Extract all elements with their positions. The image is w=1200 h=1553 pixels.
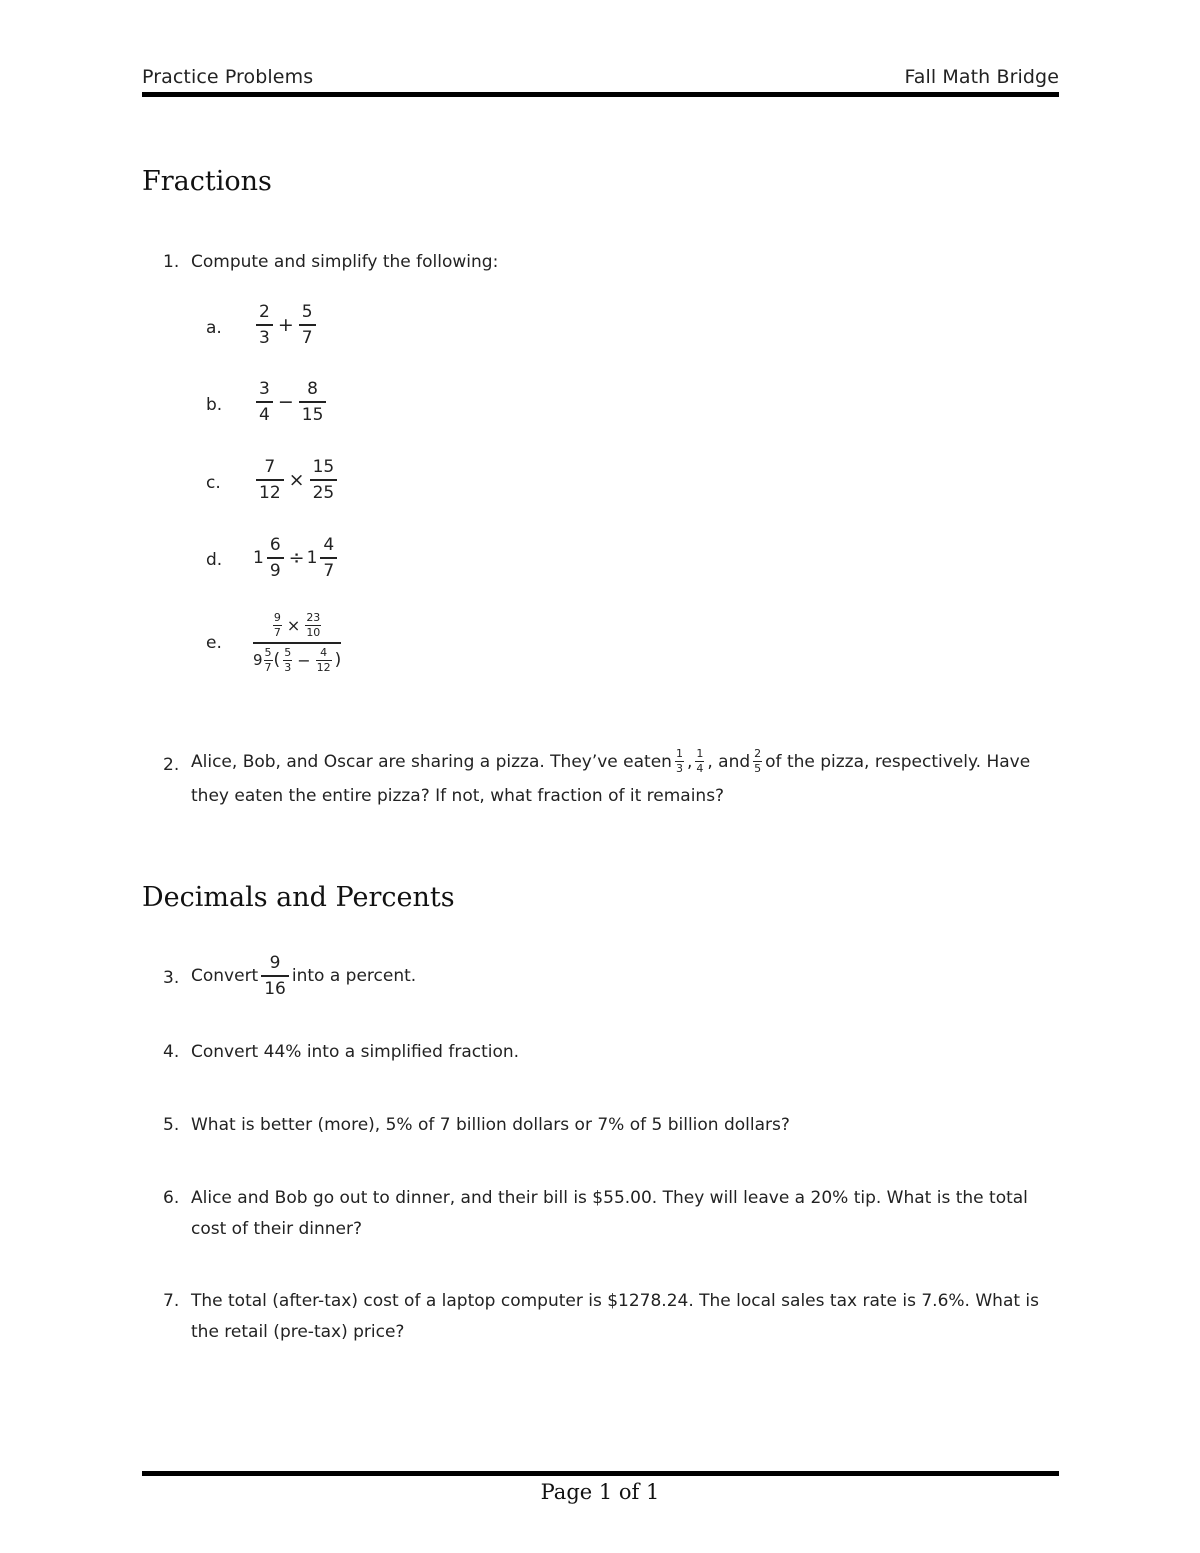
part-b-expression	[253, 379, 329, 425]
whole-number: 1	[253, 547, 264, 568]
problem-3-pre: Convert	[191, 965, 259, 986]
whole-number: 1	[306, 547, 318, 568]
operator: −	[277, 390, 294, 413]
fraction: $\frac{8}{15}$	[299, 379, 327, 425]
part-e-label: e.	[206, 633, 222, 653]
problem-3-text	[191, 953, 416, 999]
operator: ×	[286, 616, 301, 635]
part-c-label: c.	[206, 473, 221, 493]
complex-fraction	[253, 612, 341, 674]
section-title-fractions: Fractions	[142, 166, 272, 197]
separator: ,	[686, 751, 693, 772]
problem-3-number: 3.	[163, 968, 180, 988]
header-rule	[142, 92, 1059, 97]
problem-4-text: Convert 44% into a simplified fraction.	[191, 1042, 520, 1062]
problem-7-line-2: the retail (pre-tax) price?	[191, 1322, 405, 1342]
complex-numerator	[270, 612, 324, 639]
problem-7-number: 7.	[163, 1291, 180, 1311]
fraction: $\frac{5}{7}$	[299, 302, 316, 348]
separator: , and	[707, 751, 751, 772]
problem-2-number: 2.	[163, 755, 180, 775]
problem-5-text: What is better (more), 5% of 7 billion dollars or 7% of 5 billion dollars?	[191, 1115, 790, 1135]
fraction: $\frac{9}{16}$	[261, 953, 289, 999]
problem-2-line-1	[191, 748, 1030, 775]
problem-7-line-1: The total (after-tax) cost of a laptop computer is $1278.24. The local sales tax rate is 7.6%. What is	[191, 1291, 1040, 1311]
fraction: $\frac{4}{7}$	[320, 535, 337, 581]
fraction: $\frac{1}{3}$	[675, 747, 683, 775]
fraction: $\frac{5}{7}$	[264, 645, 272, 674]
part-a-label: a.	[206, 318, 222, 338]
fraction: $\frac{2}{5}$	[754, 747, 762, 775]
left-paren: (	[273, 650, 281, 670]
footer-rule	[142, 1471, 1059, 1476]
part-d-label: d.	[206, 550, 223, 570]
fraction: $\frac{5}{3}$	[284, 645, 292, 674]
header-right-title: Fall Math Bridge	[904, 66, 1059, 88]
part-b-label: b.	[206, 395, 223, 415]
part-d-expression	[253, 535, 340, 581]
part-a-expression	[253, 302, 319, 348]
fraction: $\frac{3}{4}$	[256, 379, 273, 425]
problem-4-number: 4.	[163, 1042, 180, 1062]
header-left-title: Practice Problems	[142, 66, 314, 88]
whole-number: 9	[253, 651, 263, 669]
problem-2-line-2: they eaten the entire pizza? If not, what fraction of it remains?	[191, 786, 725, 806]
fraction-bar	[253, 642, 341, 644]
operator: ×	[288, 468, 305, 491]
operator: −	[297, 650, 311, 670]
fraction: $\frac{6}{9}$	[267, 535, 284, 581]
page-number: Page 1 of 1	[540, 1480, 660, 1504]
complex-denominator	[253, 647, 341, 674]
operator: +	[277, 313, 294, 336]
fraction: $\frac{7}{12}$	[256, 457, 284, 503]
fraction: $\frac{15}{25}$	[310, 457, 338, 503]
fraction: $\frac{2}{3}$	[256, 302, 273, 348]
right-paren: )	[334, 650, 342, 670]
problem-6-line-1: Alice and Bob go out to dinner, and their bill is $55.00. They will leave a 20% tip. What is the total	[191, 1188, 1028, 1208]
problem-2-text-a: Alice, Bob, and Oscar are sharing a pizza. They’ve eaten	[191, 751, 672, 772]
part-e-expression	[253, 612, 341, 674]
fraction: $\frac{9}{7}$	[273, 611, 281, 639]
problem-5-number: 5.	[163, 1115, 180, 1135]
fraction: $\frac{4}{12}$	[316, 645, 331, 674]
problem-6-line-2: cost of their dinner?	[191, 1219, 363, 1239]
fraction: $\frac{23}{10}$	[306, 611, 321, 639]
problem-1-number: 1.	[163, 252, 180, 272]
operator: ÷	[288, 546, 305, 569]
problem-3-post: into a percent.	[291, 965, 417, 986]
part-c-expression	[253, 457, 340, 503]
problem-6-number: 6.	[163, 1188, 180, 1208]
section-title-decimals-percents: Decimals and Percents	[142, 882, 455, 913]
problem-1-text: Compute and simplify the following:	[191, 252, 499, 272]
fraction: $\frac{1}{4}$	[696, 747, 704, 775]
problem-2-text-b: of the pizza, respectively. Have	[765, 751, 1031, 772]
